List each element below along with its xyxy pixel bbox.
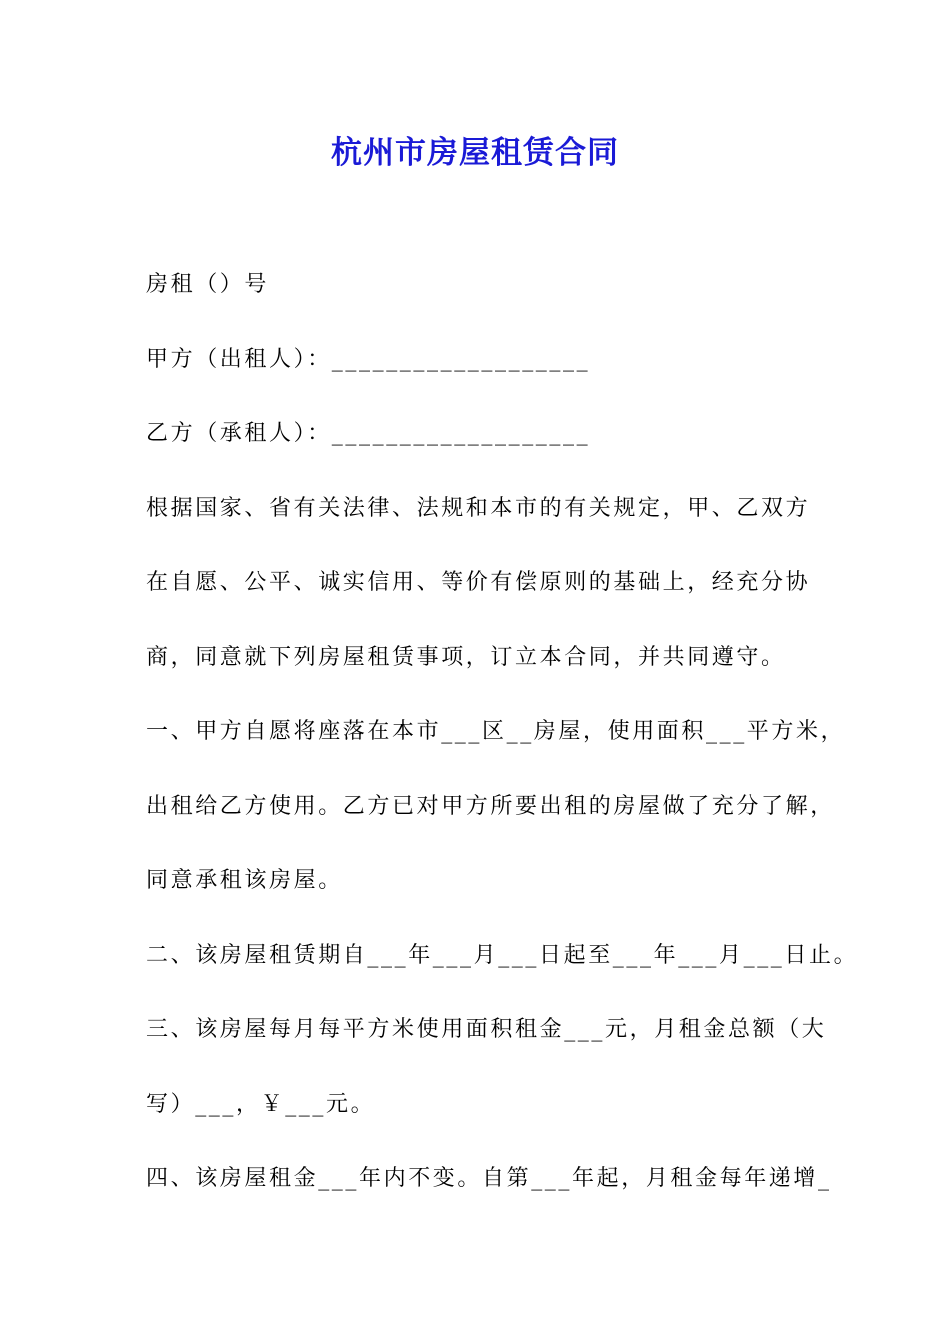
preamble-line: 商，同意就下列房屋租赁事项，订立本合同，并共同遵守。 <box>146 644 786 670</box>
clause-3-line: 写）___，￥___元。 <box>146 1091 376 1117</box>
clause-1-line: 出租给乙方使用。乙方已对甲方所要出租的房屋做了充分了解， <box>146 793 835 819</box>
clause-1-line: 一、甲方自愿将座落在本市___区__房屋，使用面积___平方米， <box>146 719 846 744</box>
clause-2-line: 二、该房屋租赁期自___年___月___日起至___年___月___日止。 <box>146 942 859 968</box>
party-a-line: 甲方（出租人）：___________________ <box>146 346 591 372</box>
document-title: 杭州市房屋租赁合同 <box>331 135 619 171</box>
party-b-line: 乙方（承租人）：___________________ <box>146 421 591 446</box>
preamble-line: 在自愿、公平、诚实信用、等价有偿原则的基础上，经充分协 <box>146 570 811 595</box>
clause-1-line: 同意承租该房屋。 <box>146 868 343 893</box>
preamble-line: 根据国家、省有关法律、法规和本市的有关规定，甲、乙双方 <box>146 495 811 521</box>
contract-number-line: 房租（）号 <box>146 272 270 297</box>
clause-4-line: 四、该房屋租金___年内不变。自第___年起，月租金每年递增_ <box>146 1166 832 1191</box>
document-body <box>146 261 859 1230</box>
clause-3-line: 三、该房屋每月每平方米使用面积租金___元，月租金总额（大 <box>146 1017 827 1042</box>
